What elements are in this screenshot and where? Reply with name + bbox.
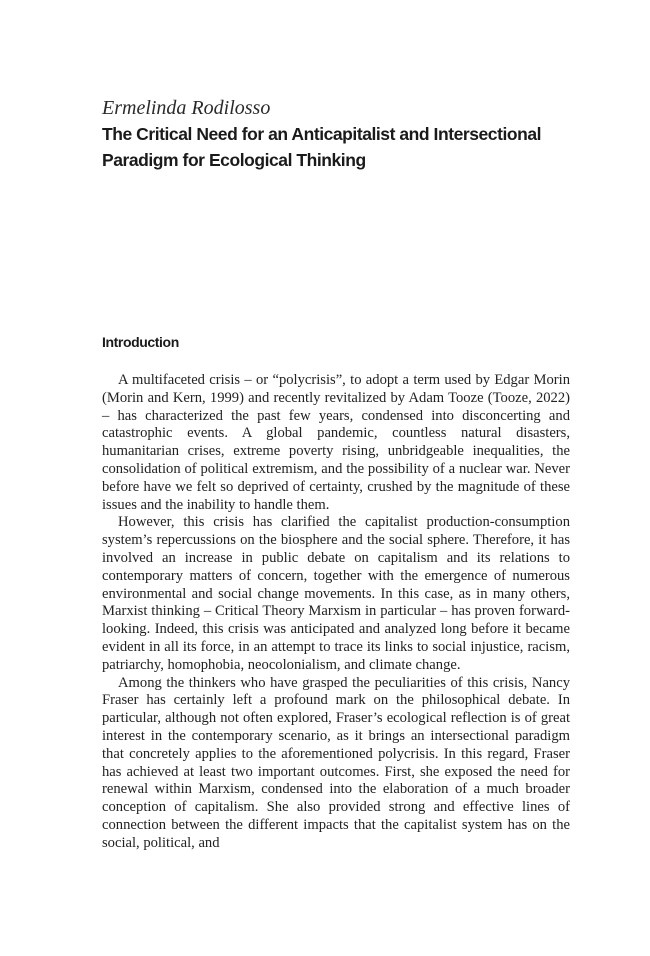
- paragraph-2: However, this crisis has clarified the capitalist production-consumption system’s repercussions on the biosphere and the social sphere. Therefore, it has involved an increase in public debate on capitalism and its relations to contemporary matters of concern, together with the emergence of numerous environmental and social change movements. In this case, as in many others, Marxist thinking – Critical Theory Marxism in particular – has proven forward-looking. Indeed, this crisis was anticipated and analyzed long before it became evident in all its force, in an attempt to trace its links to social injustice, racism, patriarchy, homophobia, neocolonialism, and climate change.: [102, 514, 570, 673]
- chapter-header: [102, 96, 570, 173]
- author-name: Ermelinda Rodilosso: [102, 97, 271, 119]
- section-heading: Introduction: [102, 334, 179, 350]
- paragraph-1: A multifaceted crisis – or “polycrisis”, to adopt a term used by Edgar Morin (Morin and Kern, 1999) and recently revitalized by Adam Tooze (Tooze, 2022) – has characterized the past few years, condensed into disconcerting and catastrophic events. A global pandemic, countless natural disasters, humanitarian crises, extreme poverty rising, unbridgeable inequalities, the consolidation of political extremism, and the possibility of a nuclear war. Never before have we felt so deprived of certainty, crushed by the magnitude of these issues and the inability to handle them.: [102, 372, 570, 513]
- chapter-title: The Critical Need for an Anticapitalist and Intersectional Paradigm for Ecological Thinking: [102, 124, 542, 170]
- body-text: [102, 372, 570, 853]
- paragraph-3: Among the thinkers who have grasped the peculiarities of this crisis, Nancy Fraser has certainly left a profound mark on the philosophical debate. In particular, although not often explored, Fraser’s ecological reflection is of great interest in the contemporary scenario, as it brings an intersectional paradigm that concretely applies to the aforementioned polycrisis. In this regard, Fraser has achieved at least two important outcomes. First, she exposed the need for renewal within Marxism, condensed into the elaboration of a much broader conception of capitalism. She also provided strong and effective lines of connection between the different impacts that the capitalist system has on the social, political, and: [102, 674, 570, 851]
